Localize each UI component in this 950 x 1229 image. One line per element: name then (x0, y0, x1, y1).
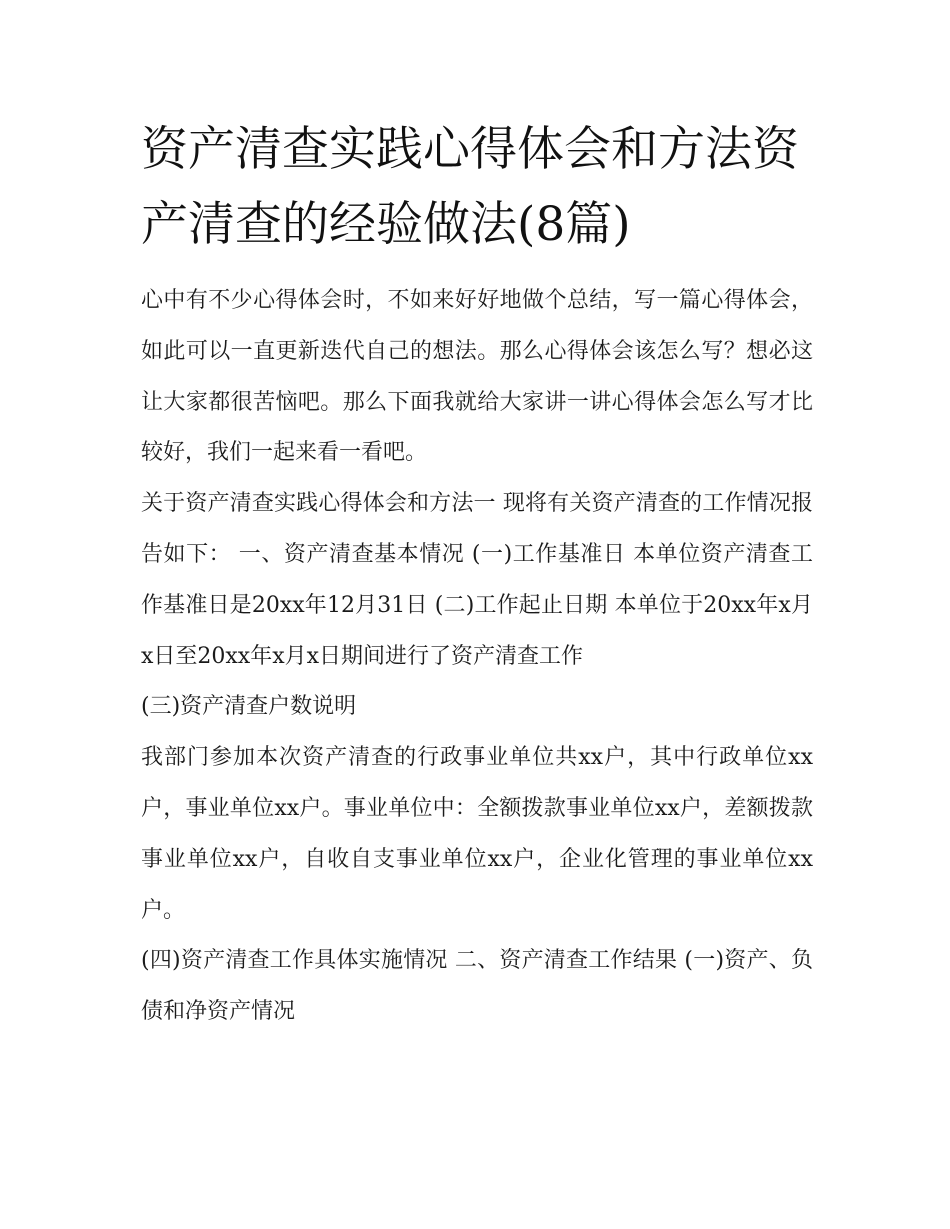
paragraph-basic-situation: 关于资产清查实践心得体会和方法一 现将有关资产清查的工作情况报告如下： 一、资产清查基本情况 (一)工作基准日 本单位资产清查工作基准日是20xx年12月31日 (二)工作起止日期 本单位于20xx年x月x日至20xx年x月x日期间进行了资产清查工作 (141, 491, 813, 669)
paragraph-household-details: 我部门参加本次资产清查的行政事业单位共xx户，其中行政单位xx户，事业单位xx户。事业单位中：全额拨款事业单位xx户，差额拨款事业单位xx户，自收自支事业单位xx户，企业化管理的事业单位xx户。 (141, 745, 813, 923)
paragraph-household-heading: (三)资产清查户数说明 (141, 694, 357, 720)
paragraph-implementation: (四)资产清查工作具体实施情况 二、资产清查工作结果 (一)资产、负债和净资产情况 (141, 948, 813, 1025)
paragraph-intro: 心中有不少心得体会时，不如来好好地做个总结，写一篇心得体会，如此可以一直更新迭代自己的想法。那么心得体会该怎么写？想必这让大家都很苦恼吧。那么下面我就给大家讲一讲心得体会怎么写才比较好，我们一起来看一看吧。 (141, 288, 813, 466)
document-body (141, 276, 813, 1038)
document-title: 资产清查实践心得体会和方法资产清查的经验做法(8篇) (141, 122, 799, 252)
